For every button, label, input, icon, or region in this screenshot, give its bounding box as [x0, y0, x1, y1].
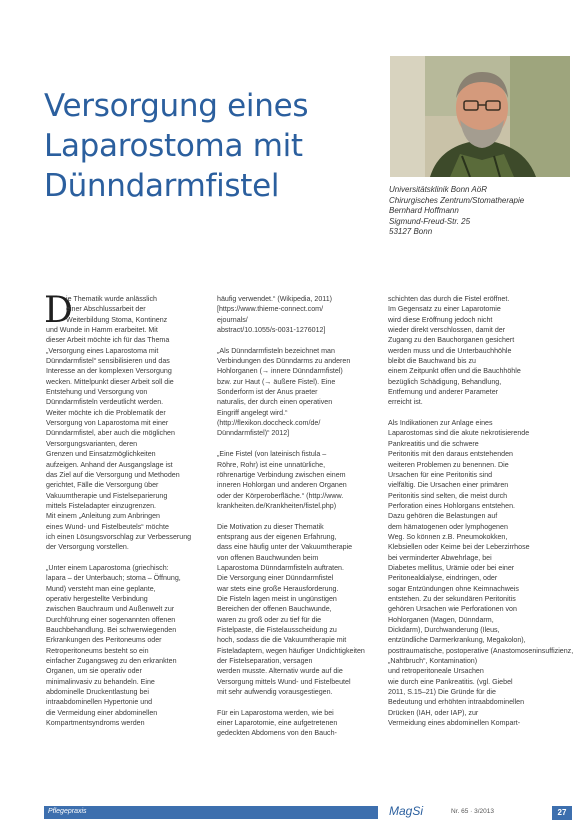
- text-line: Weiterbildung Stoma, Kontinenz: [66, 315, 168, 324]
- text-line: minimalinvasiv zu behandeln. Eine: [46, 677, 155, 686]
- text-line: gerichtet, Fälle die Versorgung über: [46, 481, 159, 490]
- text-line: Mit einem „Anleitung zum Anbringen: [46, 512, 160, 521]
- text-line: Dünndarmfisteln verdeutlicht werden.: [46, 398, 164, 407]
- text-line: Peritonitis sind selten, die meist durch: [388, 491, 508, 500]
- text-line: „Unter einem Laparostoma (griechisch:: [46, 563, 169, 572]
- text-line: Perforation eines Hohlorgans entstehen.: [388, 501, 515, 510]
- text-line: waren zu groß oder zu tief für die: [217, 615, 322, 624]
- text-line: der Versorgung vorstellen.: [46, 543, 129, 552]
- text-line: Dazu gehören die Belastungen auf: [388, 512, 498, 521]
- author-affiliation: [389, 185, 569, 238]
- text-line: gedeckten Abdomens von den Bauch-: [217, 729, 337, 738]
- text-line: Verbindungen des Dünndarms zu anderen: [217, 357, 351, 366]
- text-line: Die Motivation zu dieser Thematik: [217, 522, 324, 531]
- paragraph: [388, 294, 551, 408]
- text-line: einer Laparotomie, eine aufgetretenen: [217, 719, 338, 728]
- text-line: ich einen Lösungsvorschlag zur Verbesserung: [46, 532, 192, 541]
- text-line: Dünndarmfistel, aber auch die möglichen: [46, 429, 175, 438]
- text-line: Drücken (IAH, oder IAP), zur: [388, 708, 479, 717]
- paragraph: [44, 290, 209, 553]
- text-line: entsprang aus der eigenen Erfahrung,: [217, 532, 337, 541]
- text-line: von offenen Bauchwunden beim: [217, 553, 319, 562]
- text-line: entzündliche Darmerkrankung, Megakolon),: [388, 636, 526, 645]
- text-line: die Vermeidung einer abdominellen: [46, 708, 158, 717]
- text-line: häufig verwendet.“ (Wikipedia, 2011): [217, 295, 333, 303]
- text-line: Bauchbehandlung. Bei schwerwiegenden: [46, 626, 177, 634]
- text-line: „Versorgung eines Laparostoma mit: [46, 346, 159, 355]
- text-line: Peritonitis mit den daraus entstehenden: [388, 450, 514, 459]
- text-column-1: [44, 290, 209, 739]
- text-line: war stets eine große Herausforderung.: [217, 584, 339, 593]
- text-line: aufzeigen. Anhand der Ausgangslage ist: [46, 460, 173, 469]
- text-line: wie durch eine Pankreatitis. (vgl. Giebel: [388, 677, 513, 686]
- title-line-3: Dünndarmfistel: [44, 168, 280, 204]
- text-line: Zugang zu den Bauchorganen gesichert: [388, 336, 515, 345]
- text-line: Hohlorganen (Magen, Dünndarm,: [388, 615, 494, 624]
- text-line: Dünndarmfistel)“ 2012]: [217, 429, 290, 438]
- text-line: mit sehr aufwendig vorausgestiegen.: [217, 688, 333, 697]
- text-line: bleibt die Bauchwand bis zu: [388, 357, 476, 366]
- paragraph: [217, 294, 377, 335]
- text-line: Vakuumtherapie und Fistelseparierung: [46, 491, 168, 500]
- text-line: weiteren Problemen zu benennen. Die: [388, 460, 509, 469]
- title-line-2: Laparostoma mit: [44, 128, 303, 164]
- text-line: Dickdarm), Durchwanderung (Ileus,: [388, 626, 500, 634]
- text-line: schichten das durch die Fistel eröffnet.: [388, 295, 510, 303]
- text-line: Dünndarmfistel“ sensibilisieren und das: [46, 357, 170, 366]
- drop-cap: D: [44, 290, 73, 331]
- text-line: einfacher Zugangsweg zu den erkrankten: [46, 657, 177, 666]
- text-line: Röhre, Rohr) ist eine unnatürliche,: [217, 460, 326, 469]
- text-line: dieser Arbeit möchte ich für das Thema: [46, 336, 170, 345]
- footer-bar: [44, 806, 378, 819]
- text-line: Bedeutung und erhöhten intraabdominellen: [388, 698, 525, 707]
- text-line: naturalis, der durch einen operativen: [217, 398, 333, 407]
- text-line: Peritonealdialyse, eindringen, oder: [388, 574, 498, 583]
- text-line: hoch, sodass die die Vakuumtherapie mit: [217, 636, 347, 645]
- text-line: Fisteladaptern, wegen häufiger Undichtigkeiten: [217, 646, 365, 655]
- text-line: Laparostomas sind die akute nekrotisierende: [388, 429, 530, 438]
- text-line: Weiter möchte ich die Problematik der: [46, 408, 166, 417]
- text-line: oder der Körperoberfläche.“ (http://www.: [217, 491, 344, 500]
- text-line: gehören Ursachen wie Perforationen von: [388, 605, 517, 614]
- text-line: das Ziel auf die Versorgung und Methoden: [46, 470, 180, 479]
- paragraph: [217, 522, 377, 698]
- text-line: mittels Fisteladapter einzugrenzen.: [46, 501, 157, 510]
- text-line: wird diese Eröffnung jedoch nicht: [388, 315, 493, 324]
- text-line: vielfältig. Die Ursachen einer primären: [388, 481, 509, 490]
- text-line: Entfernung und anderer Parameter: [388, 388, 499, 397]
- text-line: Sonderform ist der Anus praeter: [217, 388, 318, 397]
- text-line: einem Zeitpunkt offen und die Bauchhöhle: [388, 367, 521, 376]
- text-line: Mund) versteht man eine geplante,: [46, 584, 156, 593]
- text-line: entstehen. Zu der sekundären Peritonitis: [388, 594, 516, 603]
- text-line: wieder direkt verschlossen, damit der: [388, 326, 506, 335]
- text-line: einer Abschlussarbeit der: [66, 305, 146, 314]
- text-line: Im Gegensatz zu einer Laparotomie: [388, 305, 501, 314]
- title-line-1: Versorgung eines: [44, 88, 309, 124]
- text-line: Als Indikationen zur Anlage eines: [388, 419, 493, 428]
- text-line: der Fistelseparation, versagen: [217, 657, 313, 666]
- magazine-name: MagSi: [389, 804, 424, 818]
- paragraph: [388, 418, 574, 728]
- text-line: Vermeidung eines abdominellen Kompart-: [388, 719, 521, 728]
- text-line: werden musste. Alternativ wurde auf die: [217, 667, 343, 676]
- text-line: Weg. So können z.B. Pneumokokken,: [388, 532, 508, 541]
- text-line: Retroperitoneums besteht so ein: [46, 646, 149, 655]
- paragraph: [217, 708, 377, 739]
- text-line: posttraumatische, postoperative (Anastomoseninsuffizienz,: [388, 646, 574, 655]
- text-line: wecken. Mittelpunkt dieser Arbeit soll die: [46, 377, 174, 386]
- text-line: Ursachen für eine Peritonitis sind: [388, 470, 493, 479]
- text-line: Bereichen der offenen Bauchwunde,: [217, 605, 332, 614]
- text-line: Grenzen und Einsatzmöglichkeiten: [46, 450, 156, 459]
- text-line: [https://www.thieme-connect.com/: [217, 305, 324, 314]
- text-line: Die Fisteln lagen meist in ungünstigen: [217, 594, 337, 603]
- text-line: Versorgungsvarianten, deren: [46, 439, 138, 448]
- paragraph: [46, 563, 209, 729]
- page-number: 27: [552, 806, 572, 820]
- text-line: Pankreatitis und die schwere: [388, 439, 479, 448]
- text-line: Entstehung und Versorgung von: [46, 388, 148, 397]
- text-line: Für ein Laparostoma werden, wie bei: [217, 708, 334, 717]
- issue-label: Nr. 65 · 3/2013: [451, 808, 494, 815]
- affiliation-line-5: 53127 Bonn: [389, 227, 433, 236]
- text-line: Organen, um sie operativ oder: [46, 667, 142, 676]
- affiliation-line-2: Chirurgisches Zentrum/Stomatherapie: [389, 195, 525, 205]
- text-column-3: [388, 294, 574, 739]
- text-line: Durchführung einer sogenannten offenen: [46, 615, 176, 624]
- text-line: erreicht ist.: [388, 398, 423, 407]
- paragraph: [217, 449, 377, 511]
- text-line: dass eine häufig unter der Vakuumtherapie: [217, 543, 353, 552]
- text-line: intraabdominellen Hypertonie und: [46, 698, 153, 707]
- text-line: operativ hergestellte Verbindung: [46, 594, 148, 603]
- text-line: und retroperitoneale Ursachen: [388, 667, 484, 676]
- affiliation-line-4: Sigmund-Freud-Str. 25: [389, 216, 471, 226]
- text-line: bzw. zur Haut (→ äußere Fistel). Eine: [217, 377, 336, 386]
- author-photo: [390, 56, 570, 177]
- text-line: 2011, S.15–21) Die Gründe für die: [388, 688, 496, 697]
- text-line: Fistelpaste, die Fistelausscheidung zu: [217, 626, 337, 634]
- text-column-2: [217, 294, 377, 749]
- text-line: Erkrankungen des Peritoneums oder: [46, 636, 162, 645]
- text-line: Interesse an der komplexen Versorgung: [46, 367, 172, 376]
- text-line: dem hämatogenen oder lymphogenen: [388, 522, 508, 531]
- text-line: inneren Hohlorgan und anderen Organen: [217, 481, 347, 490]
- text-line: zwischen Bauchraum und Außenwelt zur: [46, 605, 175, 614]
- text-line: Versorgung von Laparostoma mit einer: [46, 419, 169, 428]
- text-line: „Eine Fistel (von lateinisch fistula –: [217, 450, 327, 459]
- text-line: Laparostoma Dünndarmfisteln auftraten.: [217, 563, 344, 572]
- text-line: abdominelle Druckentlastung bei: [46, 688, 149, 697]
- text-line: „Nahtbruch“, Kontamination): [388, 657, 478, 666]
- text-line: krankheiten.de/Krankheiten/fistel.php): [217, 501, 337, 510]
- affiliation-line-1: Universitätsklinik Bonn AöR: [389, 185, 487, 194]
- text-line: röhrenartige Verbindung zwischen einem: [217, 470, 346, 479]
- text-line: Klebsiellen oder Keime bei der Leberzirrhose: [388, 543, 530, 552]
- text-line: und Wunde in Hamm erarbeitet. Mit: [46, 326, 158, 335]
- text-line: bezüglich Schädigung, Behandlung,: [388, 377, 502, 386]
- text-line: eines Wund- und Fistelbeutels“ möchte: [46, 522, 169, 531]
- text-line: Diabetes mellitus, Urämie oder bei einer: [388, 563, 515, 572]
- text-line: ie Thematik wurde anlässlich: [66, 295, 157, 303]
- text-line: werden muss und die Unterbauchhöhle: [388, 346, 512, 355]
- article-title: [44, 86, 364, 206]
- text-line: sogar Entzündungen ohne Keimnachweis: [388, 584, 519, 593]
- text-line: Hohlorganen (→ innere Dünndarmfistel): [217, 367, 343, 376]
- text-line: Die Versorgung einer Dünndarmfistel: [217, 574, 334, 583]
- text-line: Eingriff angelegt wird.“: [217, 408, 288, 417]
- text-line: lapara – der Unterbauch; stoma – Öffnung,: [46, 574, 181, 583]
- text-line: (http://flexikon.doccheck.com/de/: [217, 419, 321, 428]
- text-line: bei verminderter Abwehrlage, bei: [388, 553, 492, 562]
- author-photo-image: [390, 56, 570, 177]
- text-line: ejournals/: [217, 315, 248, 324]
- affiliation-line-3: Bernhard Hoffmann: [389, 206, 459, 215]
- text-line: Versorgung mittels Wund- und Fistelbeutel: [217, 677, 351, 686]
- text-line: Kompartmentsyndroms werden: [46, 719, 145, 728]
- text-line: „Als Dünndarmfisteln bezeichnet man: [217, 346, 335, 355]
- footer-section-label: Pflegepraxis: [48, 808, 87, 815]
- text-line: abstract/10.1055/s-0031-1276012]: [217, 326, 326, 335]
- paragraph: [217, 346, 377, 439]
